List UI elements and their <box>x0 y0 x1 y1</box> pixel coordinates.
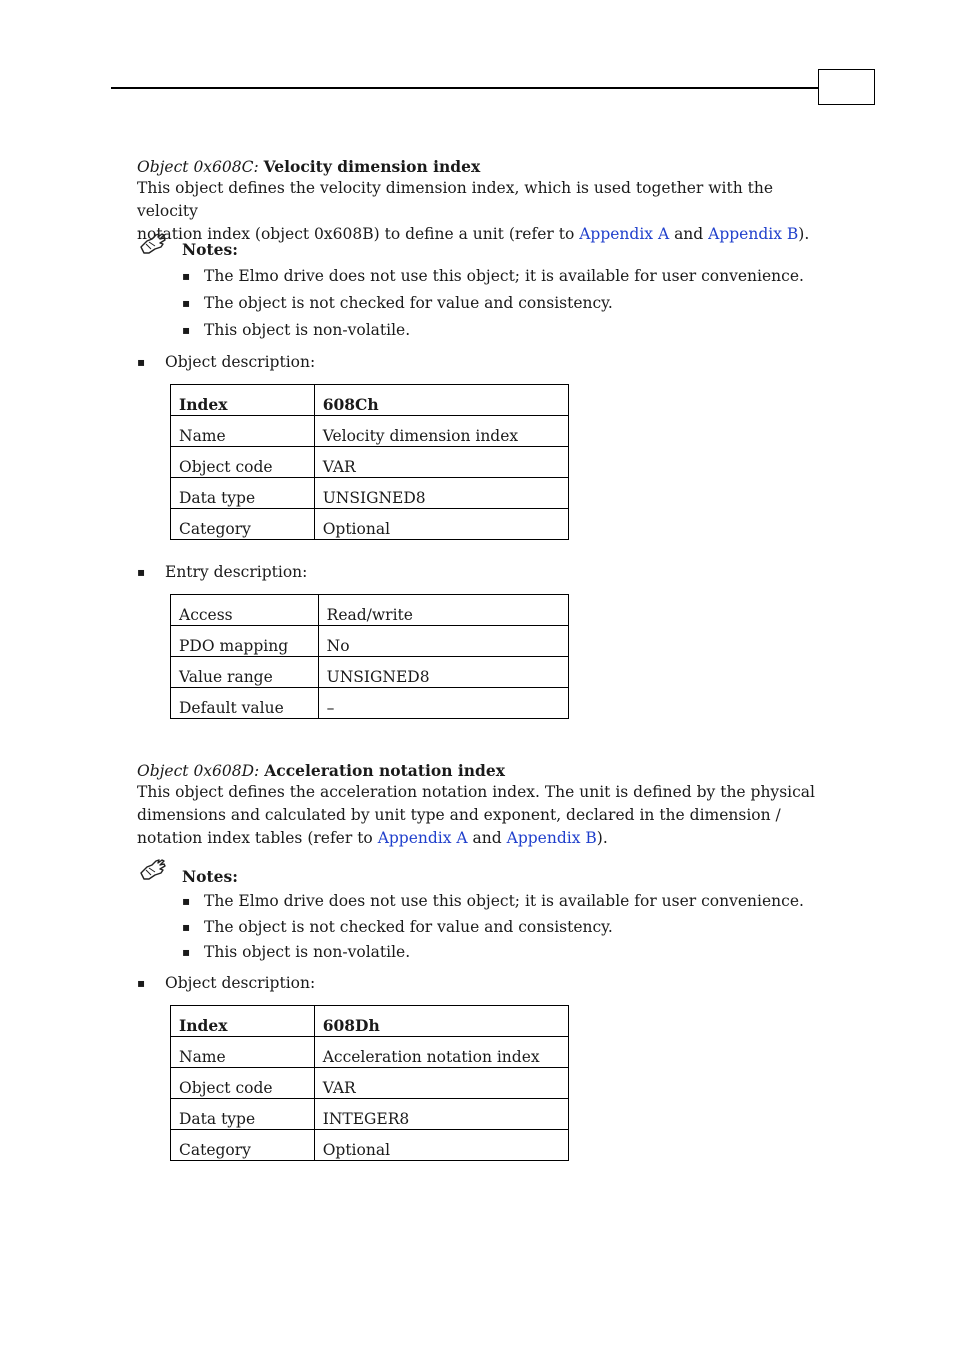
description-text: ). <box>798 225 810 243</box>
table-row <box>171 447 569 478</box>
notes-label: Notes: <box>182 867 238 886</box>
table-cell-value: 608Dh <box>314 1006 568 1037</box>
table-cell-value: No <box>318 626 568 657</box>
appendix-b-link[interactable]: Appendix B <box>708 225 799 243</box>
table-cell-label: Data type <box>171 478 315 509</box>
page-number-box <box>818 69 875 105</box>
table-row <box>171 385 569 416</box>
table-cell-label: PDO mapping <box>171 626 319 657</box>
table-row <box>171 1037 569 1068</box>
table-cell-value: Read/write <box>318 595 568 626</box>
heading-object-id: Object 0x608D: <box>137 762 260 780</box>
note-item: ▪ The Elmo drive does not use this object; it is available for user convenience. <box>182 891 804 917</box>
description-line: dimensions and calculated by unit type and exponent, declared in the dimension / <box>137 806 781 824</box>
table-row <box>171 1068 569 1099</box>
table-cell-label: Object code <box>171 1068 315 1099</box>
table-cell-label: Index <box>171 1006 315 1037</box>
table-cell-label: Category <box>171 1130 315 1161</box>
description-line <box>137 223 827 246</box>
header-rule <box>111 87 819 89</box>
table-cell-value: Acceleration notation index <box>314 1037 568 1068</box>
table-row <box>171 1099 569 1130</box>
table-cell-value: INTEGER8 <box>314 1099 568 1130</box>
entry-table-608c <box>170 594 569 719</box>
table-cell-label: Name <box>171 1037 315 1068</box>
description-text: and <box>467 829 507 847</box>
table-cell-value: UNSIGNED8 <box>318 657 568 688</box>
table-cell-label: Data type <box>171 1099 315 1130</box>
section-description-608c <box>137 177 827 246</box>
table-cell-label: Value range <box>171 657 319 688</box>
entry-description-label: Entry description: <box>165 563 308 581</box>
object-description-label: Object description: <box>165 974 316 992</box>
note-item: ▪ The object is not checked for value and consistency. <box>182 293 804 320</box>
appendix-b-link[interactable]: Appendix B <box>506 829 597 847</box>
description-line: This object defines the velocity dimension index, which is used together with the velocity <box>137 179 774 220</box>
bullet-icon: ▪ <box>137 565 146 579</box>
bullet-icon: ▪ <box>137 976 146 990</box>
table-row <box>171 1130 569 1161</box>
table-cell-value: VAR <box>314 447 568 478</box>
appendix-a-link[interactable]: Appendix A <box>377 829 468 847</box>
table-cell-value: 608Ch <box>314 385 568 416</box>
table-row <box>171 416 569 447</box>
description-line: This object defines the acceleration notation index. The unit is defined by the physical <box>137 783 815 801</box>
table-cell-value: Optional <box>314 1130 568 1161</box>
table-row <box>171 1006 569 1037</box>
table-cell-value: – <box>318 688 568 719</box>
note-item: ▪ The object is not checked for value and consistency. <box>182 917 804 942</box>
heading-object-title: Velocity dimension index <box>263 157 481 176</box>
note-item: ▪ The Elmo drive does not use this object; it is available for user convenience. <box>182 266 804 293</box>
table-cell-value: Optional <box>314 509 568 540</box>
note-hand-icon <box>138 855 168 885</box>
table-row <box>171 688 569 719</box>
appendix-a-link[interactable]: Appendix A <box>579 225 670 243</box>
table-cell-value: Velocity dimension index <box>314 416 568 447</box>
notes-list <box>182 266 804 347</box>
description-text: ). <box>596 829 608 847</box>
description-text: and <box>669 225 709 243</box>
description-text: notation index tables (refer to <box>137 829 378 847</box>
table-row <box>171 478 569 509</box>
section-description-608d <box>137 781 827 850</box>
object-table-608c <box>170 384 569 540</box>
table-cell-label: Category <box>171 509 315 540</box>
section-heading-608d <box>137 761 505 780</box>
table-cell-label: Default value <box>171 688 319 719</box>
section-heading-608c <box>137 157 480 176</box>
table-row <box>171 657 569 688</box>
object-table-608d <box>170 1005 569 1161</box>
bullet-icon: ▪ <box>137 355 146 369</box>
table-cell-label: Access <box>171 595 319 626</box>
table-cell-value: UNSIGNED8 <box>314 478 568 509</box>
heading-object-id: Object 0x608C: <box>137 158 259 176</box>
notes-label: Notes: <box>182 240 238 259</box>
table-row <box>171 595 569 626</box>
table-row <box>171 509 569 540</box>
table-cell-label: Index <box>171 385 315 416</box>
table-row <box>171 626 569 657</box>
description-line <box>137 827 827 850</box>
note-item: ▪ This object is non-volatile. <box>182 942 804 969</box>
table-cell-label: Object code <box>171 447 315 478</box>
note-hand-icon <box>138 229 168 259</box>
table-cell-value: VAR <box>314 1068 568 1099</box>
description-text: notation index (object 0x608B) to define a unit (refer to <box>137 225 580 243</box>
table-cell-label: Name <box>171 416 315 447</box>
note-item: ▪ This object is non-volatile. <box>182 320 804 347</box>
heading-object-title: Acceleration notation index <box>264 761 505 780</box>
object-description-label: Object description: <box>165 353 316 371</box>
notes-list <box>182 891 804 969</box>
